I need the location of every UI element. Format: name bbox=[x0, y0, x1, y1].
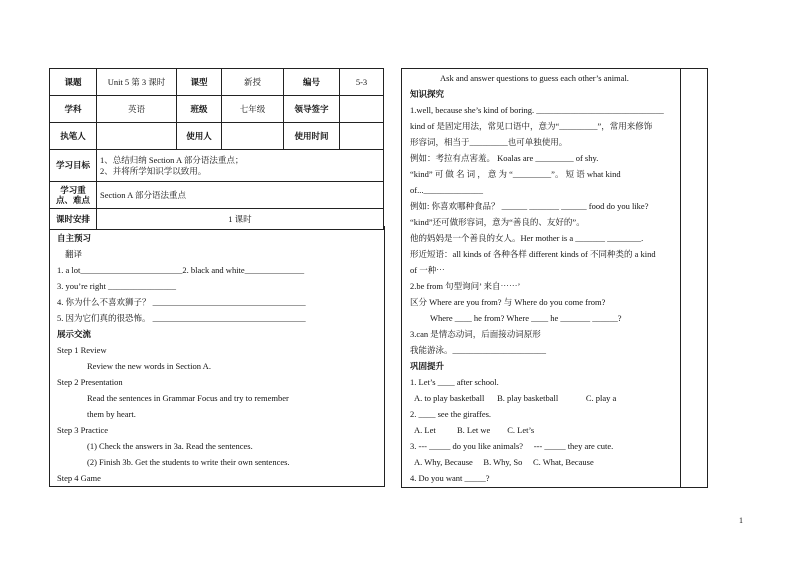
option-line: A. to play basketball B. play basketball C. play a bbox=[414, 393, 617, 403]
step-text: Review the new words in Section A. bbox=[87, 361, 211, 371]
schedule-text: 1 课时 bbox=[97, 209, 384, 230]
option-line: A. Why, Because B. Why, So C. What, Because bbox=[414, 457, 594, 467]
label-leader-sign: 领导签字 bbox=[284, 96, 340, 123]
text-line: of...______________ bbox=[410, 185, 483, 195]
goals-cell bbox=[97, 150, 384, 182]
text-line: 1.well, because she’s kind of boring. ______________________________ bbox=[410, 105, 664, 115]
label-user: 使用人 bbox=[177, 123, 222, 150]
goal-item: 1、总结归纳 Section A 部分语法重点； bbox=[100, 155, 244, 166]
label-number: 编号 bbox=[284, 69, 340, 96]
value-user bbox=[222, 123, 284, 150]
value-author bbox=[97, 123, 177, 150]
section-show-title: 展示交流 bbox=[57, 329, 92, 339]
step-heading: Step 4 Game bbox=[57, 473, 101, 483]
keypoints-text: Section A 部分语法重点 bbox=[97, 182, 384, 209]
step-text: (2) Finish 3b. Get the students to write their own sentences. bbox=[87, 457, 290, 467]
exercise-line: 1. a lot________________________2. black and white______________ bbox=[57, 265, 305, 275]
label-use-time: 使用时间 bbox=[284, 123, 340, 150]
step-heading: Step 3 Practice bbox=[57, 425, 108, 435]
exercise-line: 5. 因为它们真的很恐怖。 ____________________________________ bbox=[57, 313, 306, 323]
text-line: 2.be from 句型询问’ 来自⋯⋯’ bbox=[410, 281, 521, 291]
label-schedule: 课时安排 bbox=[50, 209, 97, 230]
right-panel bbox=[401, 68, 708, 488]
text-line: “kind” 可 做 名 词 ， 意 为 “_________”。 短 语 what kind bbox=[410, 169, 621, 179]
option-line: A. Let B. Let we C. Let’s bbox=[414, 425, 535, 435]
text-line: 我能游泳。______________________ bbox=[410, 345, 547, 355]
header-table bbox=[49, 68, 384, 230]
keypoints-row bbox=[50, 182, 384, 209]
value-leader-sign bbox=[340, 96, 384, 123]
label-author: 执笔人 bbox=[50, 123, 97, 150]
right-margin-divider bbox=[680, 69, 681, 487]
section-preview-title: 自主预习 bbox=[57, 233, 92, 243]
label-goals: 学习目标 bbox=[50, 150, 97, 182]
section-consolidate-title: 巩固提升 bbox=[410, 361, 445, 371]
value-number: 5-3 bbox=[340, 69, 384, 96]
exercise-line: 3. you’re right ________________ bbox=[57, 281, 176, 291]
label-class: 班级 bbox=[177, 96, 222, 123]
step-text: (1) Check the answers in 3a. Read the sentences. bbox=[87, 441, 253, 451]
step-text: them by heart. bbox=[87, 409, 136, 419]
question-line: 4. Do you want _____? bbox=[410, 473, 490, 483]
header-row-2 bbox=[50, 96, 384, 123]
text-line: 形容词，相当于_________也可单独使用。 bbox=[410, 137, 568, 147]
text-line: of 一种⋯ bbox=[410, 265, 445, 275]
section-knowledge-title: 知识探究 bbox=[410, 89, 445, 99]
text-line: 区分 Where are you from? 与 Where do you come from? bbox=[410, 297, 606, 307]
value-topic: Unit 5 第 3 课时 bbox=[97, 69, 177, 96]
goals-row bbox=[50, 150, 384, 182]
question-line: 1. Let’s ____ after school. bbox=[410, 377, 499, 387]
header-row-3 bbox=[50, 123, 384, 150]
label-subject: 学科 bbox=[50, 96, 97, 123]
question-line: 2. ____ see the giraffes. bbox=[410, 409, 492, 419]
step-text: Read the sentences in Grammar Focus and try to remember bbox=[87, 393, 289, 403]
value-class: 七年级 bbox=[222, 96, 284, 123]
value-lesson-type: 新授 bbox=[222, 69, 284, 96]
text-line: Where ____ he from? Where ____ he _______ ______? bbox=[430, 313, 622, 323]
text-line: 3.can 是情态动词，后面接动词原形 bbox=[410, 329, 541, 339]
label-keypoints: 学习重点、难点 bbox=[50, 182, 97, 209]
label-topic: 课题 bbox=[50, 69, 97, 96]
header-row-1 bbox=[50, 69, 384, 96]
text-line: Ask and answer questions to guess each other’s animal. bbox=[440, 73, 629, 83]
page-number: 1 bbox=[739, 516, 743, 525]
text-line: 例如: 你喜欢哪种食品？ ______ _______ ______ food do you like? bbox=[410, 201, 649, 211]
question-line: 3. --- _____ do you like animals? --- _____ they are cute. bbox=[410, 441, 614, 451]
exercise-line: 4. 你为什么不喜欢狮子？ ____________________________________ bbox=[57, 297, 306, 307]
step-heading: Step 2 Presentation bbox=[57, 377, 123, 387]
value-use-time bbox=[340, 123, 384, 150]
text-line: “kind”还可做形容词，意为“善良的、友好的”。 bbox=[410, 217, 585, 227]
goal-item: 2、并将所学知识学以致用。 bbox=[100, 165, 207, 176]
label-lesson-type: 课型 bbox=[177, 69, 222, 96]
left-body bbox=[49, 226, 385, 487]
translate-label: 翻译 bbox=[65, 249, 83, 259]
value-subject: 英语 bbox=[97, 96, 177, 123]
step-heading: Step 1 Review bbox=[57, 345, 107, 355]
text-line: 形近短语：all kinds of 各种各样 different kinds of 不同种类的 a kind bbox=[410, 249, 656, 259]
text-line: kind of 是固定用法，常见口语中，意为“_________”，常用来修饰 bbox=[410, 121, 653, 131]
text-line: 他的妈妈是一个善良的女人。Her mother is a _______ ________. bbox=[410, 233, 644, 243]
text-line: 例如：考拉有点害羞。 Koalas are _________ of shy. bbox=[410, 153, 599, 163]
